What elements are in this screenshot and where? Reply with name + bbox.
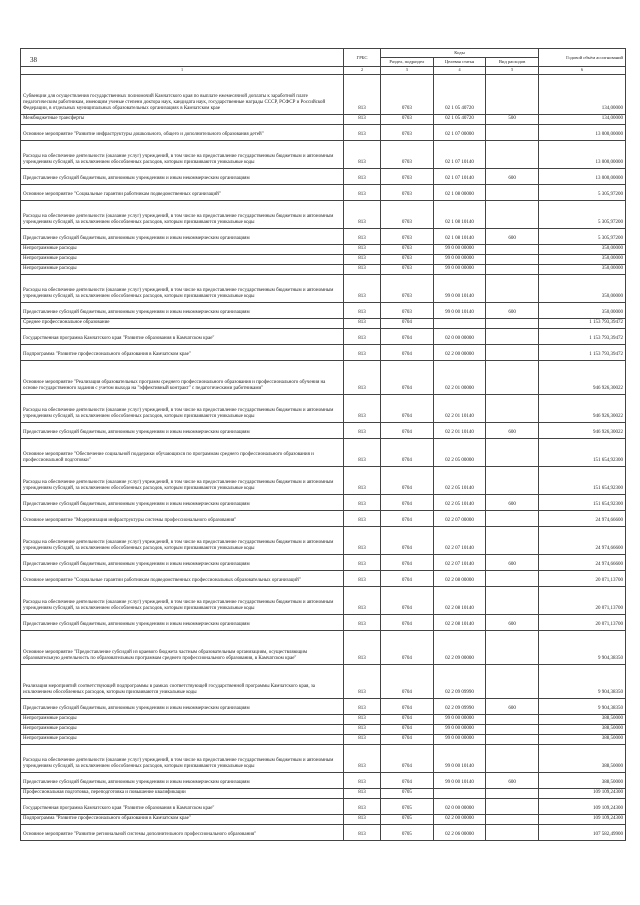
cell-csr: 02 1 08 10140	[433, 200, 486, 228]
cell-rz: 0703	[381, 114, 434, 124]
cell-rz: 0704	[381, 510, 434, 526]
cell-rz: 0703	[381, 254, 434, 264]
cell-vr: 600	[486, 554, 539, 570]
cell-sum: 134,00000	[539, 114, 626, 124]
cell-name: Расходы на обеспечение деятельности (оказание услуг) учреждений, в том числе на предоставление государственным бюджетным и автономным учреждениям субсидий, за исключением обособленных расходов, которым присваиваются уникальные коды	[21, 744, 344, 772]
cell-grbs: 813	[344, 200, 381, 228]
cell-sum: 388,50000	[539, 772, 626, 788]
cell-grbs: 813	[344, 494, 381, 510]
cell-vr	[486, 510, 539, 526]
cell-sum: 13 000,00000	[539, 124, 626, 140]
cell-sum: 388,50000	[539, 734, 626, 744]
cell-sum: 151 654,92300	[539, 438, 626, 466]
cell-sum: 388,50000	[539, 714, 626, 724]
cell-vr	[486, 328, 539, 344]
cell-grbs: 813	[344, 394, 381, 422]
header-name	[21, 49, 344, 67]
cell-sum: 5 305,97200	[539, 228, 626, 244]
cell-grbs: 813	[344, 318, 381, 328]
cell-grbs: 813	[344, 466, 381, 494]
cell-csr: 02 1 05 40720	[433, 114, 486, 124]
table-row	[21, 824, 626, 840]
cell-grbs: 813	[344, 788, 381, 798]
cell-sum: 350,00000	[539, 244, 626, 254]
table-row	[21, 570, 626, 586]
cell-name: Предоставление субсидий бюджетным, автономным учреждениям и иным некоммерческим организациям	[21, 228, 344, 244]
table-row	[21, 724, 626, 734]
cell-rz: 0705	[381, 798, 434, 814]
cell-name: Непрограммные расходы	[21, 244, 344, 254]
cell-grbs: 813	[344, 614, 381, 630]
table-row	[21, 772, 626, 788]
table-row	[21, 200, 626, 228]
cell-vr	[486, 724, 539, 734]
cell-grbs: 813	[344, 360, 381, 394]
cell-grbs: 813	[344, 228, 381, 244]
cell-vr: 600	[486, 698, 539, 714]
cell-name: Основное мероприятие "Социальные гарантии работникам подведомственных профессиональных образовательных организаций"	[21, 570, 344, 586]
cell-csr: 99 0 00 10140	[433, 772, 486, 788]
cell-grbs: 813	[344, 824, 381, 840]
cell-vr	[486, 254, 539, 264]
cell-name: Государственная программа Камчатского края "Развитие образования в Камчатском крае"	[21, 798, 344, 814]
cell-sum: 5 305,97200	[539, 184, 626, 200]
cell-vr: 500	[486, 114, 539, 124]
cell-rz: 0703	[381, 264, 434, 274]
cell-rz: 0705	[381, 814, 434, 824]
cell-name: Основное мероприятие "Развитие региональной системы дополнительного профессионального образования"	[21, 824, 344, 840]
header-csr: Целевая статья	[433, 58, 486, 67]
table-row	[21, 494, 626, 510]
cell-csr: 02 0 00 00000	[433, 328, 486, 344]
cell-csr: 02 2 01 00000	[433, 360, 486, 394]
cell-csr: 99 0 00 10140	[433, 274, 486, 302]
cell-sum: 13 000,00000	[539, 168, 626, 184]
cell-rz: 0704	[381, 466, 434, 494]
cell-vr	[486, 244, 539, 254]
cell-vr	[486, 714, 539, 724]
cell-csr: 02 2 01 10140	[433, 422, 486, 438]
cell-grbs: 813	[344, 698, 381, 714]
table-row	[21, 510, 626, 526]
cell-vr	[486, 586, 539, 614]
page-number: 38	[30, 56, 37, 64]
cell-sum: 350,00000	[539, 302, 626, 318]
cell-grbs: 813	[344, 554, 381, 570]
table-row	[21, 630, 626, 664]
cell-name: Субвенции для осуществления государственных полномочий Камчатского края по выплате ежемесячной доплаты к заработной плате педагогическим работникам, имеющим ученые степени доктора наук, кандидата наук, государственные награды СССР, РСФСР и Российской Федерации, в отдельных муниципальных образовательных организациях в Камчатском крае	[21, 74, 344, 114]
cell-rz: 0704	[381, 318, 434, 328]
cell-name: Предоставление субсидий бюджетным, автономным учреждениям и иным некоммерческим организациям	[21, 168, 344, 184]
table-row	[21, 360, 626, 394]
cell-vr: 600	[486, 772, 539, 788]
cell-rz: 0704	[381, 698, 434, 714]
cell-csr: 99 0 00 10140	[433, 302, 486, 318]
cell-vr	[486, 788, 539, 798]
cell-name: Реализация мероприятий соответствующей подпрограммы в рамках соответствующей государственной программы Камчатского края, за исключением обособленных расходов, которым присваиваются уникальные коды	[21, 664, 344, 698]
cell-name: Предоставление субсидий бюджетным, автономным учреждениям и иным некоммерческим организациям	[21, 698, 344, 714]
header-sum: Годовой объём ассигнований	[539, 49, 626, 67]
cell-csr: 02 1 07 10140	[433, 140, 486, 168]
table-row	[21, 744, 626, 772]
cell-sum: 946 926,30022	[539, 422, 626, 438]
cell-rz: 0703	[381, 140, 434, 168]
cell-csr: 99 0 00 10140	[433, 744, 486, 772]
index-cell: 1	[21, 67, 344, 74]
cell-name: Основное мероприятие "Обеспечение социальной поддержки обучающихся по программам среднего профессионального образования и профессиональной подготовки"	[21, 438, 344, 466]
cell-sum: 151 654,92300	[539, 466, 626, 494]
cell-vr	[486, 360, 539, 394]
cell-sum: 20 071,13700	[539, 586, 626, 614]
cell-vr	[486, 74, 539, 114]
cell-grbs: 813	[344, 814, 381, 824]
cell-name: Предоставление субсидий бюджетным, автономным учреждениям и иным некоммерческим организациям	[21, 554, 344, 570]
cell-name: Расходы на обеспечение деятельности (оказание услуг) учреждений, в том числе на предоставление государственным бюджетным и автономным учреждениям субсидий, за исключением обособленных расходов, которым присваиваются уникальные коды	[21, 526, 344, 554]
cell-name: Непрограммные расходы	[21, 254, 344, 264]
cell-vr	[486, 570, 539, 586]
cell-rz: 0703	[381, 124, 434, 140]
cell-grbs: 813	[344, 526, 381, 554]
cell-rz: 0704	[381, 664, 434, 698]
table-row	[21, 124, 626, 140]
cell-csr: 02 2 08 00000	[433, 570, 486, 586]
table-row	[21, 714, 626, 724]
cell-grbs: 813	[344, 772, 381, 788]
cell-name: Расходы на обеспечение деятельности (оказание услуг) учреждений, в том числе на предоставление государственным бюджетным и автономным учреждениям субсидий, за исключением обособленных расходов, которым присваиваются уникальные коды	[21, 586, 344, 614]
cell-csr	[433, 788, 486, 798]
cell-grbs: 813	[344, 140, 381, 168]
cell-vr	[486, 734, 539, 744]
table-row	[21, 140, 626, 168]
cell-grbs: 813	[344, 664, 381, 698]
cell-rz: 0704	[381, 744, 434, 772]
table-row	[21, 228, 626, 244]
table-row	[21, 264, 626, 274]
table-row	[21, 302, 626, 318]
cell-name: Подпрограмма "Развитие профессионального образования в Камчатском крае"	[21, 344, 344, 360]
cell-name: Предоставление субсидий бюджетным, автономным учреждениям и иным некоммерческим организациям	[21, 772, 344, 788]
cell-name: Государственная программа Камчатского края "Развитие образования в Камчатском крае"	[21, 328, 344, 344]
cell-csr: 02 2 00 00000	[433, 814, 486, 824]
cell-vr	[486, 124, 539, 140]
cell-csr: 02 2 01 10140	[433, 394, 486, 422]
cell-rz: 0703	[381, 184, 434, 200]
cell-sum: 134,00000	[539, 74, 626, 114]
cell-csr: 99 0 00 00000	[433, 724, 486, 734]
table-row	[21, 698, 626, 714]
cell-grbs: 813	[344, 184, 381, 200]
table-row	[21, 254, 626, 264]
cell-sum: 24 974,66600	[539, 510, 626, 526]
cell-rz: 0705	[381, 788, 434, 798]
cell-grbs: 813	[344, 254, 381, 264]
cell-rz: 0703	[381, 302, 434, 318]
table-row	[21, 554, 626, 570]
cell-rz: 0704	[381, 526, 434, 554]
cell-vr	[486, 824, 539, 840]
cell-csr: 99 0 00 00000	[433, 734, 486, 744]
index-cell: 5	[486, 67, 539, 74]
cell-grbs: 813	[344, 586, 381, 614]
cell-sum: 1 153 793,39472	[539, 318, 626, 328]
cell-sum: 20 071,13700	[539, 570, 626, 586]
cell-grbs: 813	[344, 328, 381, 344]
cell-csr: 02 0 00 00000	[433, 798, 486, 814]
cell-rz: 0703	[381, 200, 434, 228]
cell-vr	[486, 526, 539, 554]
table-row	[21, 184, 626, 200]
table-row	[21, 734, 626, 744]
table-row	[21, 274, 626, 302]
cell-csr: 02 1 05 40720	[433, 74, 486, 114]
cell-sum: 13 000,00000	[539, 140, 626, 168]
cell-grbs: 813	[344, 734, 381, 744]
cell-sum: 109 109,24300	[539, 788, 626, 798]
cell-rz: 0704	[381, 630, 434, 664]
cell-sum: 5 305,97200	[539, 200, 626, 228]
cell-grbs: 813	[344, 438, 381, 466]
table-row	[21, 526, 626, 554]
table-header	[21, 49, 626, 75]
cell-name: Подпрограмма "Развитие профессионального образования в Камчатском крае"	[21, 814, 344, 824]
table-row	[21, 244, 626, 254]
cell-grbs: 813	[344, 124, 381, 140]
cell-grbs: 813	[344, 630, 381, 664]
cell-sum: 946 926,30022	[539, 360, 626, 394]
cell-csr: 02 2 06 00000	[433, 824, 486, 840]
cell-name: Межбюджетные трансферты	[21, 114, 344, 124]
cell-grbs: 813	[344, 302, 381, 318]
cell-rz: 0703	[381, 228, 434, 244]
cell-vr: 600	[486, 494, 539, 510]
table-row	[21, 394, 626, 422]
cell-name: Основное мероприятие "Реализация образовательных программ среднего профессионального образования и профессионального обучения на основе государственного задания с учетом выхода на "эффективный контракт" с педагогическими работниками"	[21, 360, 344, 394]
cell-csr: 02 2 09 09990	[433, 698, 486, 714]
cell-grbs: 813	[344, 168, 381, 184]
cell-name: Основное мероприятие "Развитие инфраструктуры дошкольного, общего и дополнительного образования детей"	[21, 124, 344, 140]
cell-sum: 9 904,38350	[539, 664, 626, 698]
cell-vr: 600	[486, 302, 539, 318]
cell-grbs: 813	[344, 264, 381, 274]
cell-name: Непрограммные расходы	[21, 724, 344, 734]
cell-name: Расходы на обеспечение деятельности (оказание услуг) учреждений, в том числе на предоставление государственным бюджетным и автономным учреждениям субсидий, за исключением обособленных расходов, которым присваиваются уникальные коды	[21, 394, 344, 422]
cell-rz: 0704	[381, 734, 434, 744]
cell-vr	[486, 394, 539, 422]
cell-rz: 0704	[381, 714, 434, 724]
cell-rz: 0704	[381, 554, 434, 570]
cell-csr	[433, 318, 486, 328]
cell-vr: 600	[486, 422, 539, 438]
cell-csr: 02 2 09 00000	[433, 630, 486, 664]
cell-vr	[486, 814, 539, 824]
header-vr: Вид расходов	[486, 58, 539, 67]
cell-sum: 350,00000	[539, 274, 626, 302]
cell-name: Профессиональная подготовка, переподготовка и повышение квалификации	[21, 788, 344, 798]
cell-csr: 02 1 08 00000	[433, 184, 486, 200]
cell-name: Основное мероприятие "Модернизация инфраструктуры системы профессионального образования"	[21, 510, 344, 526]
cell-grbs: 813	[344, 570, 381, 586]
table-row	[21, 438, 626, 466]
cell-csr: 02 2 05 10140	[433, 494, 486, 510]
cell-grbs: 813	[344, 422, 381, 438]
cell-name: Непрограммные расходы	[21, 714, 344, 724]
table-row	[21, 344, 626, 360]
cell-vr	[486, 798, 539, 814]
cell-csr: 02 2 07 10140	[433, 526, 486, 554]
header-index-row	[21, 67, 626, 74]
cell-name: Основное мероприятие "Социальные гарантии работникам подведомственных организаций"	[21, 184, 344, 200]
cell-vr	[486, 630, 539, 664]
cell-name: Непрограммные расходы	[21, 264, 344, 274]
header-grbs: ГРБС	[344, 49, 381, 67]
cell-grbs: 813	[344, 344, 381, 360]
cell-rz: 0705	[381, 824, 434, 840]
cell-name: Предоставление субсидий бюджетным, автономным учреждениям и иным некоммерческим организациям	[21, 614, 344, 630]
index-cell: 2	[344, 67, 381, 74]
cell-name: Расходы на обеспечение деятельности (оказание услуг) учреждений, в том числе на предоставление государственным бюджетным и автономным учреждениям субсидий, за исключением обособленных расходов, которым присваиваются уникальные коды	[21, 140, 344, 168]
header-rz: Раздел, подраздел	[381, 58, 434, 67]
index-cell: 6	[539, 67, 626, 74]
cell-csr: 02 2 05 00000	[433, 438, 486, 466]
cell-rz: 0703	[381, 274, 434, 302]
cell-vr	[486, 200, 539, 228]
cell-vr	[486, 466, 539, 494]
cell-grbs: 813	[344, 724, 381, 734]
cell-vr	[486, 438, 539, 466]
cell-grbs: 813	[344, 714, 381, 724]
cell-sum: 109 109,24300	[539, 814, 626, 824]
cell-rz: 0704	[381, 494, 434, 510]
cell-sum: 1 153 793,39472	[539, 344, 626, 360]
cell-csr: 02 2 08 10140	[433, 614, 486, 630]
table-row	[21, 422, 626, 438]
cell-sum: 946 926,30022	[539, 394, 626, 422]
cell-name: Предоставление субсидий бюджетным, автономным учреждениям и иным некоммерческим организациям	[21, 494, 344, 510]
table-row	[21, 74, 626, 114]
cell-vr	[486, 184, 539, 200]
cell-sum: 107 582,49900	[539, 824, 626, 840]
cell-rz: 0704	[381, 772, 434, 788]
cell-name: Расходы на обеспечение деятельности (оказание услуг) учреждений, в том числе на предоставление государственным бюджетным и автономным учреждениям субсидий, за исключением обособленных расходов, которым присваиваются уникальные коды	[21, 274, 344, 302]
cell-sum: 20 071,13700	[539, 614, 626, 630]
cell-rz: 0704	[381, 328, 434, 344]
cell-sum: 350,00000	[539, 254, 626, 264]
cell-csr: 02 2 09 09990	[433, 664, 486, 698]
cell-vr	[486, 264, 539, 274]
table-row	[21, 586, 626, 614]
cell-vr	[486, 274, 539, 302]
table-row	[21, 614, 626, 630]
cell-rz: 0703	[381, 244, 434, 254]
table-row	[21, 664, 626, 698]
cell-name: Расходы на обеспечение деятельности (оказание услуг) учреждений, в том числе на предоставление государственным бюджетным и автономным учреждениям субсидий, за исключением обособленных расходов, которым присваиваются уникальные коды	[21, 200, 344, 228]
table-body	[21, 74, 626, 840]
cell-vr: 600	[486, 168, 539, 184]
cell-sum: 24 974,66600	[539, 554, 626, 570]
header-codes: Коды	[381, 49, 539, 58]
cell-csr: 02 1 07 10140	[433, 168, 486, 184]
cell-name: Основное мероприятие "Предоставление субсидий из краевого бюджета частным образовательным организациям, осуществляющим образовательную деятельность по образовательным программам среднего профессионального образования, в Камчатском крае"	[21, 630, 344, 664]
budget-table-container	[20, 48, 626, 841]
cell-sum: 109 109,24300	[539, 798, 626, 814]
cell-vr: 600	[486, 614, 539, 630]
cell-grbs: 813	[344, 744, 381, 772]
cell-name: Предоставление субсидий бюджетным, автономным учреждениям и иным некоммерческим организациям	[21, 302, 344, 318]
cell-rz: 0704	[381, 614, 434, 630]
cell-csr: 02 1 07 00000	[433, 124, 486, 140]
cell-grbs: 813	[344, 74, 381, 114]
table-row	[21, 798, 626, 814]
cell-vr	[486, 140, 539, 168]
cell-sum: 151 654,92300	[539, 494, 626, 510]
cell-csr: 99 0 00 00000	[433, 714, 486, 724]
table-row	[21, 318, 626, 328]
cell-csr: 02 2 05 10140	[433, 466, 486, 494]
index-cell: 3	[381, 67, 434, 74]
budget-table	[20, 48, 626, 841]
table-row	[21, 328, 626, 344]
index-cell: 4	[433, 67, 486, 74]
cell-rz: 0704	[381, 360, 434, 394]
cell-rz: 0704	[381, 724, 434, 734]
cell-csr: 02 2 08 10140	[433, 586, 486, 614]
cell-sum: 9 904,38350	[539, 630, 626, 664]
cell-vr	[486, 744, 539, 772]
cell-rz: 0703	[381, 168, 434, 184]
cell-sum: 1 153 793,39472	[539, 328, 626, 344]
table-row	[21, 788, 626, 798]
cell-rz: 0704	[381, 344, 434, 360]
cell-name: Непрограммные расходы	[21, 734, 344, 744]
cell-sum: 9 904,38350	[539, 698, 626, 714]
cell-rz: 0704	[381, 570, 434, 586]
table-row	[21, 466, 626, 494]
cell-rz: 0703	[381, 74, 434, 114]
cell-csr: 99 0 00 00000	[433, 254, 486, 264]
cell-grbs: 813	[344, 274, 381, 302]
cell-csr: 02 2 07 00000	[433, 510, 486, 526]
cell-grbs: 813	[344, 798, 381, 814]
cell-vr	[486, 664, 539, 698]
cell-name: Предоставление субсидий бюджетным, автономным учреждениям и иным некоммерческим организациям	[21, 422, 344, 438]
cell-sum: 388,50000	[539, 724, 626, 734]
cell-rz: 0704	[381, 422, 434, 438]
cell-sum: 24 974,66600	[539, 526, 626, 554]
cell-csr: 02 2 00 00000	[433, 344, 486, 360]
cell-rz: 0704	[381, 438, 434, 466]
cell-grbs: 813	[344, 114, 381, 124]
table-row	[21, 114, 626, 124]
cell-name: Расходы на обеспечение деятельности (оказание услуг) учреждений, в том числе на предоставление государственным бюджетным и автономным учреждениям субсидий, за исключением обособленных расходов, которым присваиваются уникальные коды	[21, 466, 344, 494]
cell-vr	[486, 344, 539, 360]
cell-vr	[486, 318, 539, 328]
cell-rz: 0704	[381, 586, 434, 614]
table-row	[21, 168, 626, 184]
cell-csr: 02 1 08 10140	[433, 228, 486, 244]
cell-grbs: 813	[344, 510, 381, 526]
table-row	[21, 814, 626, 824]
cell-csr: 99 0 00 00000	[433, 264, 486, 274]
cell-name: Среднее профессиональное образование	[21, 318, 344, 328]
cell-vr: 600	[486, 228, 539, 244]
cell-grbs: 813	[344, 244, 381, 254]
cell-sum: 350,00000	[539, 264, 626, 274]
cell-csr: 02 2 07 10140	[433, 554, 486, 570]
cell-csr: 99 0 00 00000	[433, 244, 486, 254]
cell-rz: 0704	[381, 394, 434, 422]
cell-sum: 388,50000	[539, 744, 626, 772]
